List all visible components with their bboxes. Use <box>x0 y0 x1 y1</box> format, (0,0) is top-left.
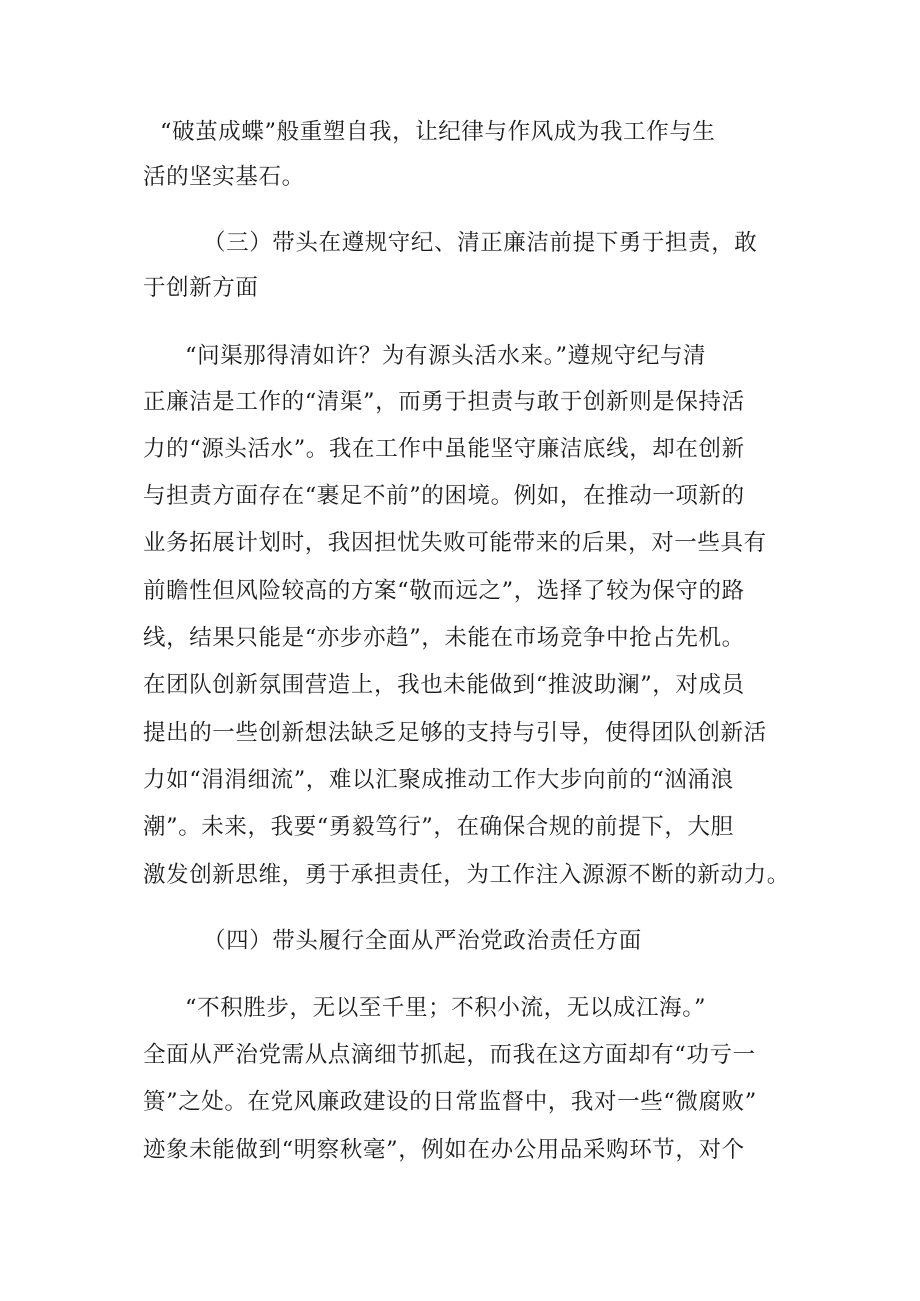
text-line-8: 与担责方面存在“裹足不前”的困境。例如，在推动一项新的 <box>143 483 745 509</box>
text-line-10: 前瞻性但风险较高的方案“敬而远之”，选择了较为保守的路 <box>143 578 745 604</box>
section-heading-3-line-1: （三）带头在遵规守纪、清正廉洁前提下勇于担责，敢 <box>203 230 758 256</box>
text-line-13: 提出的一些创新想法缺乏足够的支持与引导，使得团队创新活 <box>143 720 767 746</box>
text-line-15: 潮”。未来，我要“勇毅笃行”，在确保合规的前提下，大胆 <box>143 814 734 840</box>
section-heading-3-line-2: 于创新方面 <box>143 275 259 301</box>
text-line-1: “破茧成蝶”般重塑自我，让纪律与作风成为我工作与生 <box>160 119 716 145</box>
text-line-16: 激发创新思维，勇于承担责任，为工作注入源源不断的新动力。 <box>143 862 790 888</box>
section-heading-4: （四）带头履行全面从严治党政治责任方面 <box>203 928 642 954</box>
text-line-2: 活的坚实基石。 <box>143 164 305 190</box>
text-line-5: “问渠那得清如许？为有源头活水来。”遵规守纪与清 <box>185 343 707 369</box>
text-line-12: 在团队创新氛围营造上，我也未能做到“推波助澜”，对成员 <box>143 672 745 698</box>
text-line-11: 线，结果只能是“亦步亦趋”，未能在市场竞争中抢占先机。 <box>143 625 745 651</box>
text-line-21: 迹象未能做到“明察秋毫”，例如在办公用品采购环节，对个 <box>143 1137 745 1163</box>
text-line-19: 全面从严治党需从点滴细节抓起，而我在这方面却有“功亏一 <box>143 1042 756 1068</box>
text-line-18: “不积胜步，无以至千里；不积小流，无以成江海。” <box>185 995 707 1021</box>
text-line-14: 力如“涓涓细流”，难以汇聚成推动工作大步向前的“汹涌浪 <box>143 767 734 793</box>
text-line-6: 正廉洁是工作的“清渠”，而勇于担责与敢于创新则是保持活 <box>143 389 745 415</box>
text-line-7: 力的“源头活水”。我在工作中虽能坚守廉洁底线，却在创新 <box>143 436 745 462</box>
text-line-9: 业务拓展计划时，我因担忧失败可能带来的后果，对一些具有 <box>143 530 767 556</box>
text-line-20: 篑”之处。在党风廉政建设的日常监督中，我对一些“微腐败” <box>143 1089 757 1115</box>
